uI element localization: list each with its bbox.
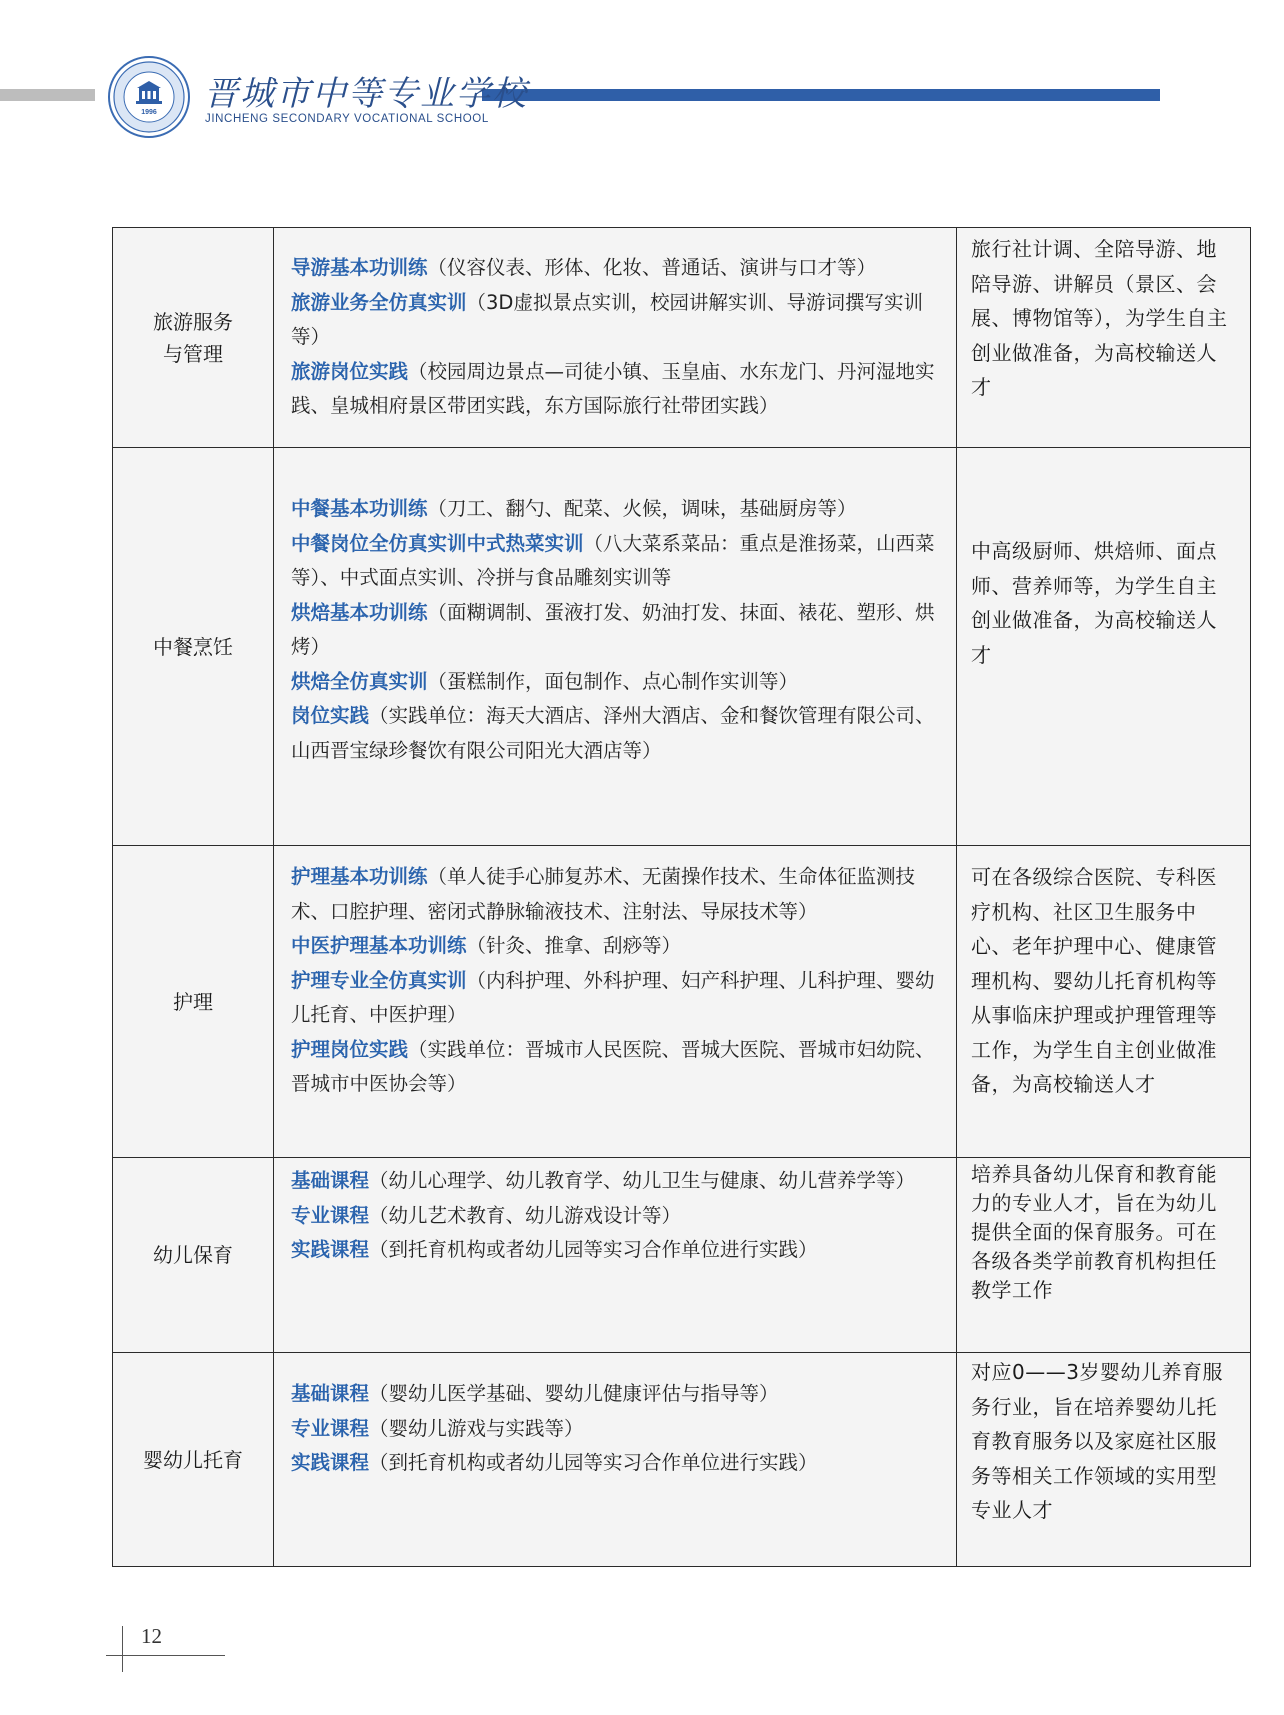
- list-item: [291, 929, 942, 964]
- major-cell: [113, 448, 274, 846]
- table-row: [113, 1158, 1251, 1353]
- course-keyword: 实践课程: [291, 1238, 370, 1261]
- course-keyword: 旅游业务全仿真实训: [291, 290, 467, 314]
- course-detail: （婴幼儿医学基础、婴幼儿健康评估与指导等）: [369, 1382, 779, 1405]
- major-name-line: 与管理: [163, 341, 223, 366]
- major-name-line: 旅游服务: [153, 309, 233, 334]
- table-row: [113, 228, 1251, 448]
- list-item: [291, 492, 942, 527]
- course-keyword: 旅游岗位实践: [291, 359, 409, 383]
- course-detail: （3D虚拟景点实训，校园讲解实训、导游词撰写实训等）: [291, 290, 923, 349]
- career-cell: 中高级厨师、烘焙师、面点师、营养师等，为学生自主创业做准备，为高校输送人才: [957, 448, 1251, 846]
- course-keyword: 烘焙基本功训练: [291, 600, 428, 624]
- logo-year: 1996: [141, 109, 157, 116]
- list-item: [291, 1199, 942, 1234]
- course-keyword: 中餐基本功训练: [291, 497, 428, 520]
- list-item: [291, 1233, 942, 1268]
- course-keyword: 中医护理基本功训练: [291, 934, 467, 957]
- major-cell: [113, 228, 274, 448]
- table-row: [113, 846, 1251, 1158]
- major-name-line: 幼儿保育: [153, 1243, 233, 1267]
- major-cell: [113, 1158, 274, 1353]
- header-blue-bar: [482, 89, 1160, 101]
- course-keyword: 护理岗位实践: [291, 1037, 409, 1061]
- school-name-en: JINCHENG SECONDARY VOCATIONAL SCHOOL: [205, 113, 489, 125]
- course-keyword: 烘焙全仿真实训: [291, 669, 428, 693]
- list-item: [291, 1377, 942, 1412]
- course-keyword: 中餐岗位全仿真实训中式热菜实训: [291, 531, 584, 555]
- table-row: [113, 1353, 1251, 1567]
- career-cell: 培养具备幼儿保育和教育能力的专业人才，旨在为幼儿提供全面的保育服务。可在各级各类学前教育机构担任教学工作: [957, 1158, 1251, 1353]
- course-detail: （到托育机构或者幼儿园等实习合作单位进行实践）: [369, 1238, 818, 1261]
- list-item: [291, 1164, 942, 1199]
- course-detail: （针灸、推拿、刮痧等）: [466, 934, 682, 957]
- list-item: [291, 355, 942, 424]
- header-grey-bar: [0, 89, 95, 101]
- course-keyword: 护理专业全仿真实训: [291, 968, 467, 992]
- content-cell: [274, 448, 957, 846]
- major-cell: [113, 1353, 274, 1567]
- course-keyword: 专业课程: [291, 1416, 370, 1440]
- footer-rule: [106, 1655, 225, 1656]
- course-keyword: 岗位实践: [291, 704, 370, 727]
- table-row: [113, 448, 1251, 846]
- course-detail: （面糊调制、蛋液打发、奶油打发、抹面、裱花、塑形、烘烤）: [291, 600, 935, 658]
- list-item: [291, 1033, 942, 1102]
- course-detail: （到托育机构或者幼儿园等实习合作单位进行实践）: [369, 1451, 818, 1474]
- major-name-line: 婴幼儿托育: [143, 1447, 243, 1472]
- page-number: 12: [141, 1624, 162, 1648]
- list-item: [291, 286, 942, 355]
- career-cell: 可在各级综合医院、专科医疗机构、社区卫生服务中心、老年护理中心、健康管理机构、婴幼儿托育机构等从事临床护理或护理管理等工作，为学生自主创业做准备，为高校输送人才: [957, 846, 1251, 1158]
- list-item: [291, 665, 942, 700]
- course-keyword: 护理基本功训练: [291, 865, 428, 888]
- curriculum-table: [112, 227, 1251, 1567]
- major-name-line: 护理: [173, 989, 213, 1014]
- course-detail: （校园周边景点—司徒小镇、玉皇庙、水东龙门、丹河湿地实践、皇城相府景区带团实践，东方国际旅行社带团实践）: [291, 359, 935, 418]
- school-name-cn: 晋城市中等专业学校: [204, 74, 528, 114]
- list-item: [291, 964, 942, 1033]
- content-cell: [274, 1158, 957, 1353]
- major-cell: [113, 846, 274, 1158]
- content-cell: [274, 1353, 957, 1567]
- list-item: [291, 527, 942, 596]
- course-detail: （内科护理、外科护理、妇产科护理、儿科护理、婴幼儿托育、中医护理）: [291, 968, 935, 1026]
- list-item: [291, 1446, 942, 1481]
- course-detail: （幼儿心理学、幼儿教育学、幼儿卫生与健康、幼儿营养学等）: [369, 1169, 916, 1192]
- course-detail: （幼儿艺术教育、幼儿游戏设计等）: [369, 1203, 682, 1227]
- list-item: [291, 1412, 942, 1447]
- course-detail: （仪容仪表、形体、化妆、普通话、演讲与口才等）: [427, 256, 877, 280]
- course-detail: （实践单位：晋城市人民医院、晋城大医院、晋城市妇幼院、晋城市中医协会等）: [291, 1037, 935, 1095]
- list-item: [291, 251, 942, 286]
- school-logo: [108, 56, 190, 138]
- course-detail: （实践单位：海天大酒店、泽州大酒店、金和餐饮管理有限公司、山西晋宝绿珍餐饮有限公司阳光大酒店等）: [291, 704, 935, 762]
- course-detail: （单人徒手心肺复苏术、无菌操作技术、生命体征监测技术、口腔护理、密闭式静脉输液技术、注射法、导尿技术等）: [291, 865, 916, 923]
- course-keyword: 专业课程: [291, 1203, 370, 1227]
- career-cell: 旅行社计调、全陪导游、地陪导游、讲解员（景区、会展、博物馆等），为学生自主创业做准备，为高校输送人才: [957, 228, 1251, 448]
- course-detail: （婴幼儿游戏与实践等）: [369, 1416, 584, 1440]
- course-keyword: 导游基本功训练: [291, 256, 428, 280]
- course-keyword: 实践课程: [291, 1451, 370, 1474]
- course-detail: （刀工、翻勺、配菜、火候，调味，基础厨房等）: [427, 497, 857, 520]
- course-keyword: 基础课程: [291, 1382, 370, 1405]
- list-item: [291, 860, 942, 929]
- course-detail: （八大菜系菜品：重点是淮扬菜，山西菜等）、中式面点实训、冷拼与食品雕刻实训等: [291, 531, 935, 589]
- content-cell: [274, 228, 957, 448]
- major-name-line: 中餐烹饪: [153, 634, 233, 659]
- list-item: [291, 596, 942, 665]
- content-cell: [274, 846, 957, 1158]
- list-item: [291, 699, 942, 768]
- career-cell: 对应0——3岁婴幼儿养育服务行业，旨在培养婴幼儿托育教育服务以及家庭社区服务等相关工作领域的实用型专业人才: [957, 1353, 1251, 1567]
- course-keyword: 基础课程: [291, 1169, 370, 1192]
- footer-tick: [122, 1626, 123, 1672]
- course-detail: （蛋糕制作，面包制作、点心制作实训等）: [427, 669, 799, 693]
